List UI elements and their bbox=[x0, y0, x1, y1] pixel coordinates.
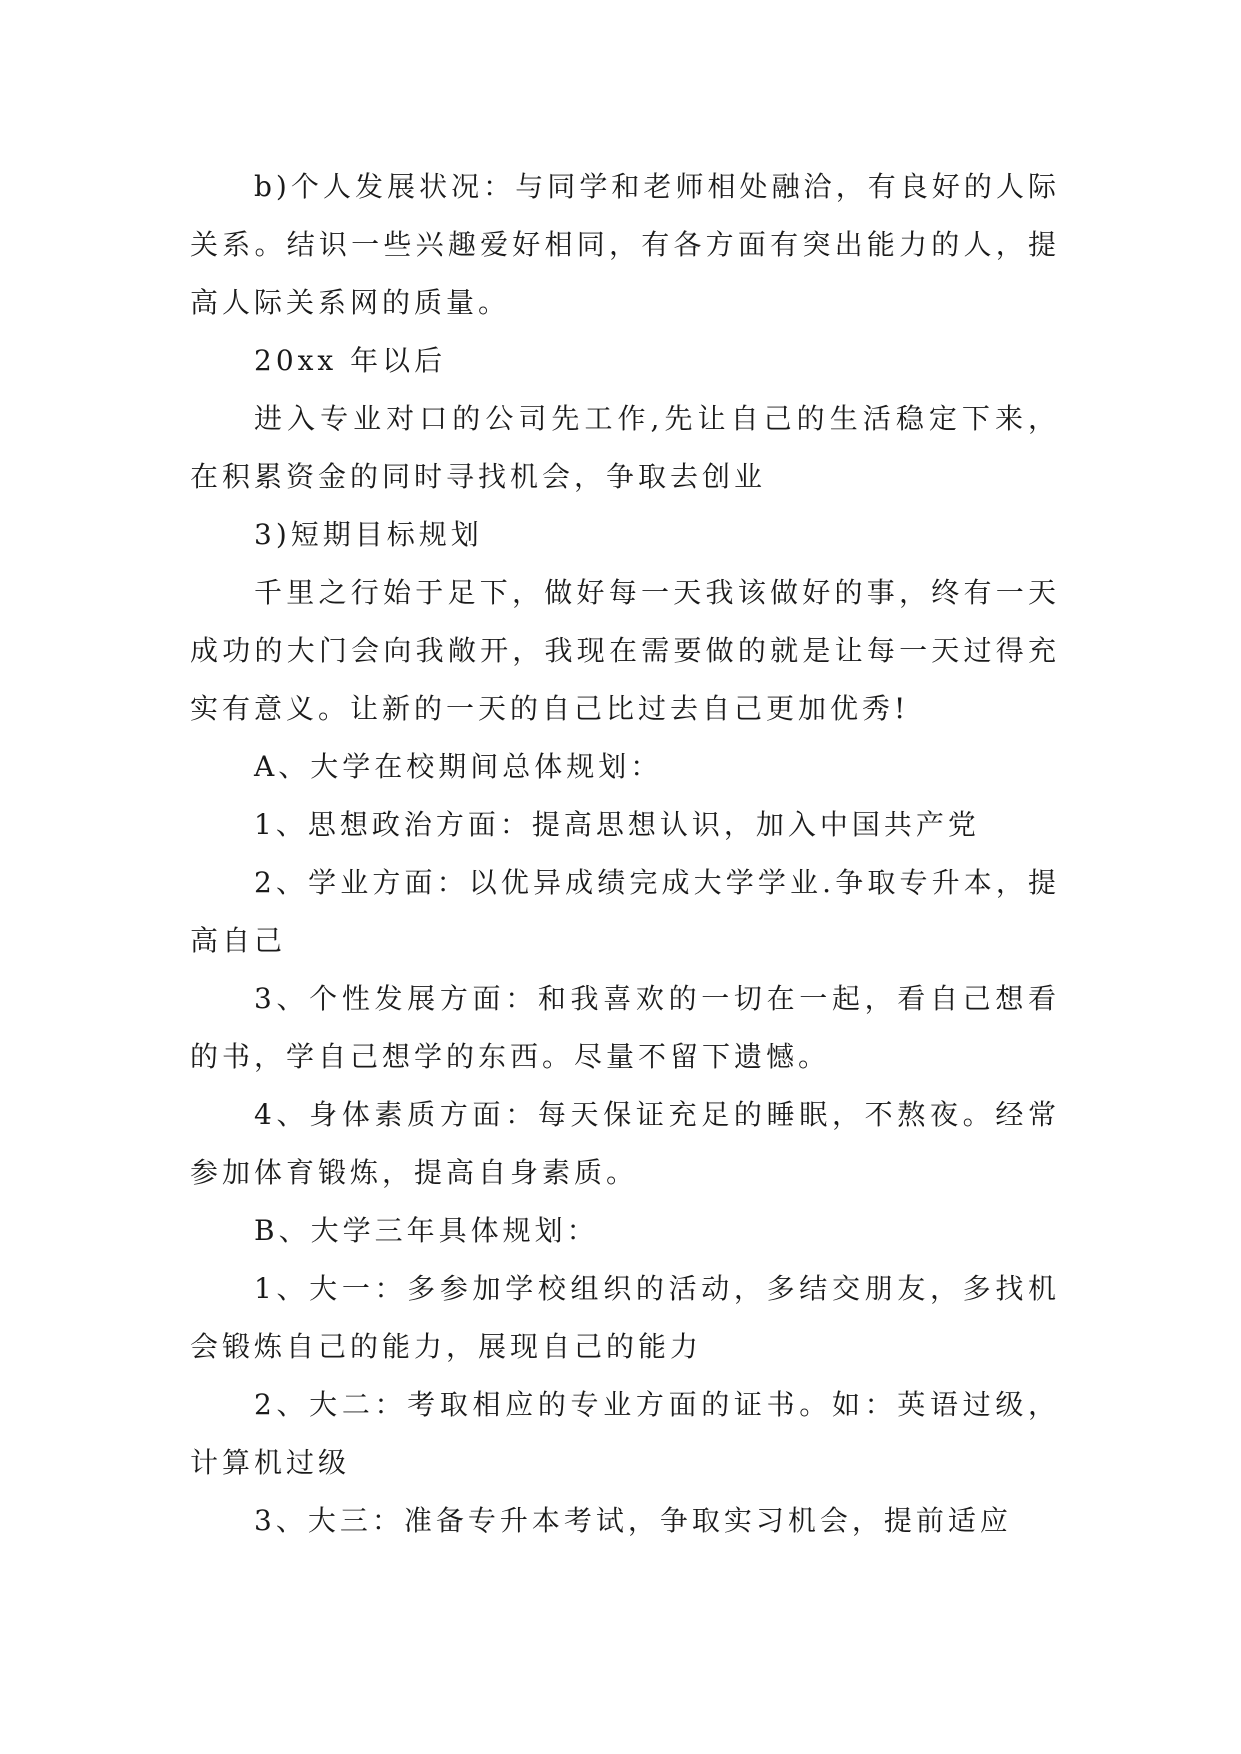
paragraph-a-item-2: 2、学业方面：以优异成绩完成大学学业.争取专升本，提高自己 bbox=[190, 866, 1060, 957]
paragraph-daily-effort: 千里之行始于足下，做好每一天我该做好的事，终有一天成功的大门会向我敞开，我现在需要做的就是让每一天过得充实有意义。让新的一天的自己比过去自己更加优秀! bbox=[190, 576, 1060, 725]
paragraph-short-term-heading: 3)短期目标规划 bbox=[254, 518, 483, 551]
paragraph-a-item-1: 1、思想政治方面：提高思想认识，加入中国共产党 bbox=[254, 808, 980, 841]
paragraph-section-b-heading: B、大学三年具体规划： bbox=[254, 1214, 599, 1247]
paragraph-personal-development: b)个人发展状况：与同学和老师相处融洽，有良好的人际关系。结识一些兴趣爱好相同，有各方面有突出能力的人，提高人际关系网的质量。 bbox=[190, 170, 1060, 319]
paragraph-a-item-3: 3、个性发展方面：和我喜欢的一切在一起，看自己想看的书，学自己想学的东西。尽量不留下遗憾。 bbox=[190, 982, 1060, 1073]
paragraph-b-item-3: 3、大三：准备专升本考试，争取实习机会，提前适应 bbox=[254, 1504, 1012, 1537]
paragraph-after-20xx-heading: 20xx 年以后 bbox=[254, 344, 447, 377]
document-body bbox=[190, 158, 1060, 1550]
paragraph-a-item-4: 4、身体素质方面：每天保证充足的睡眠，不熬夜。经常参加体育锻炼，提高自身素质。 bbox=[190, 1098, 1060, 1189]
paragraph-section-a-heading: A、大学在校期间总体规划： bbox=[254, 750, 663, 783]
paragraph-career-entry: 进入专业对口的公司先工作,先让自己的生活稳定下来，在积累资金的同时寻找机会，争取去创业 bbox=[190, 402, 1060, 493]
paragraph-b-item-2: 2、大二：考取相应的专业方面的证书。如：英语过级，计算机过级 bbox=[190, 1388, 1060, 1479]
paragraph-b-item-1: 1、大一：多参加学校组织的活动，多结交朋友，多找机会锻炼自己的能力，展现自己的能力 bbox=[190, 1272, 1060, 1363]
